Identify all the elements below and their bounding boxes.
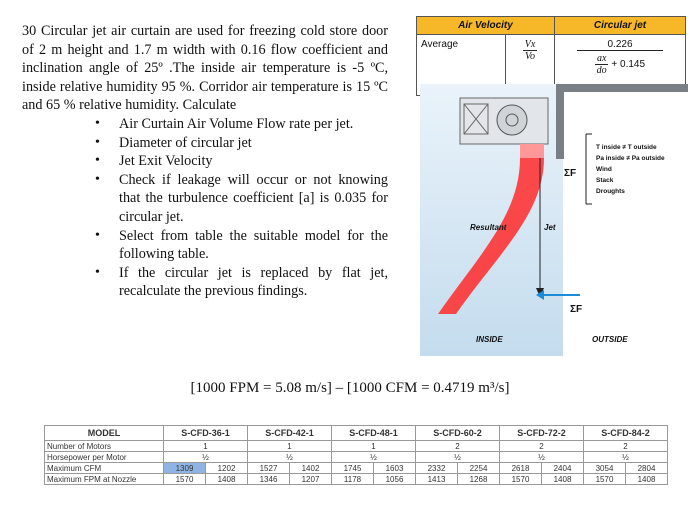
- table-row: [45, 463, 668, 474]
- jet-label: Jet: [544, 223, 556, 232]
- air-curtain-diagram: [420, 84, 688, 356]
- cell: 1745: [332, 463, 374, 474]
- velocity-ratio: [523, 39, 538, 62]
- cell: 1: [248, 441, 332, 452]
- cell: 1: [332, 441, 416, 452]
- condition-stack: Stack: [596, 177, 614, 184]
- cell: 1346: [248, 474, 290, 485]
- model-s-cfd-48-1: S-CFD-48-1: [332, 426, 416, 441]
- row-label: Maximum FPM at Nozzle: [45, 474, 164, 485]
- cell: 1408: [542, 474, 584, 485]
- table-row: [45, 441, 668, 452]
- cell: ½: [500, 452, 584, 463]
- row-label: Maximum CFM: [45, 463, 164, 474]
- formula-suffix: + 0.145: [611, 59, 646, 70]
- cell: 1207: [290, 474, 332, 485]
- cell: 2618: [500, 463, 542, 474]
- row-label: Number of Motors: [45, 441, 164, 452]
- header-air-velocity: Air Velocity: [417, 17, 555, 35]
- sigma-f-label: ΣF: [564, 168, 577, 179]
- cell: 2332: [416, 463, 458, 474]
- cell: ½: [332, 452, 416, 463]
- jet-nozzle: [520, 144, 544, 158]
- outside-label: OUTSIDE: [592, 335, 628, 344]
- cell: 1570: [500, 474, 542, 485]
- cell: 1402: [290, 463, 332, 474]
- task-item: • Jet Exit Velocity: [22, 152, 388, 171]
- task-item: • If the circular jet is replaced by flat jet, recalculate the previous findings.: [22, 264, 388, 301]
- task-item: • Check if leakage will occur or not knowing that the turbulence coefficient [a] is 0.035 for circular jet.: [22, 171, 388, 227]
- cell: 1268: [458, 474, 500, 485]
- table-row: [45, 474, 668, 485]
- cell: 2: [500, 441, 584, 452]
- sigma-f-bottom-label: ΣF: [570, 304, 583, 315]
- task-list: [22, 115, 388, 301]
- model-table: [44, 425, 668, 485]
- cell: 1178: [332, 474, 374, 485]
- table-row: [45, 452, 668, 463]
- cell: 1408: [626, 474, 668, 485]
- model-s-cfd-72-2: S-CFD-72-2: [500, 426, 584, 441]
- cell: 2804: [626, 463, 668, 474]
- cell: 1: [164, 441, 248, 452]
- formula-numerator: 0.226: [577, 39, 663, 51]
- task-item: • Air Curtain Air Volume Flow rate per jet.: [22, 115, 388, 134]
- door-header: [564, 84, 688, 92]
- ratio-denominator: Vo: [524, 51, 535, 62]
- condition-droughts: Droughts: [596, 188, 625, 195]
- fan-icon: [497, 105, 527, 135]
- ax-term: ax: [596, 53, 607, 64]
- cell: 1603: [374, 463, 416, 474]
- inside-label: INSIDE: [476, 335, 503, 344]
- cell: 3054: [584, 463, 626, 474]
- cell: 1408: [206, 474, 248, 485]
- cell: 2: [416, 441, 500, 452]
- condition-pressure: Pa inside ≠ Pa outside: [596, 155, 665, 162]
- cell: 1056: [374, 474, 416, 485]
- model-s-cfd-84-2: S-CFD-84-2: [584, 426, 668, 441]
- condition-wind: Wind: [596, 166, 612, 173]
- cell: 1202: [206, 463, 248, 474]
- task-item: • Diameter of circular jet: [22, 134, 388, 153]
- model-header: MODEL: [45, 426, 164, 441]
- formula-ax-do: [595, 53, 608, 76]
- cell: ½: [416, 452, 500, 463]
- cell: ½: [248, 452, 332, 463]
- cell: 2404: [542, 463, 584, 474]
- cell: 2254: [458, 463, 500, 474]
- model-s-cfd-60-2: S-CFD-60-2: [416, 426, 500, 441]
- door-wall: [556, 84, 564, 159]
- problem-statement: [22, 22, 388, 301]
- cell-highlighted: 1309: [164, 463, 206, 474]
- condition-temperature: T inside ≠ T outside: [596, 144, 657, 151]
- ratio-numerator: Vx: [524, 39, 536, 50]
- task-item: • Select from table the suitable model for the following table.: [22, 227, 388, 264]
- cell: 1570: [164, 474, 206, 485]
- row-label-average: Average: [417, 35, 506, 96]
- outside-background: [563, 84, 688, 356]
- cell: ½: [164, 452, 248, 463]
- cell: 1413: [416, 474, 458, 485]
- row-label: Horsepower per Motor: [45, 452, 164, 463]
- cell: ½: [584, 452, 668, 463]
- model-s-cfd-42-1: S-CFD-42-1: [248, 426, 332, 441]
- header-circular-jet: Circular jet: [555, 17, 686, 35]
- resultant-label: Resultant: [470, 223, 507, 232]
- do-term: do: [596, 65, 607, 76]
- cell: 1527: [248, 463, 290, 474]
- model-s-cfd-36-1: S-CFD-36-1: [164, 426, 248, 441]
- unit-conversion: [1000 FPM = 5.08 m/s] – [1000 CFM = 0.4719 m³/s]: [190, 380, 510, 396]
- model-header-row: [45, 426, 668, 441]
- cell: 2: [584, 441, 668, 452]
- problem-paragraph: 30 Circular jet air curtain are used for freezing cold store door of 2 m height and 1.7 m width with 0.16 flow coefficient and inclination angle of 25º .The inside air temperature is -5 ºC, inside relative humidity 95 %. Corridor air temperature is 15 ºC and 65 % relative humidity. Calculate: [22, 23, 388, 114]
- cell: 1570: [584, 474, 626, 485]
